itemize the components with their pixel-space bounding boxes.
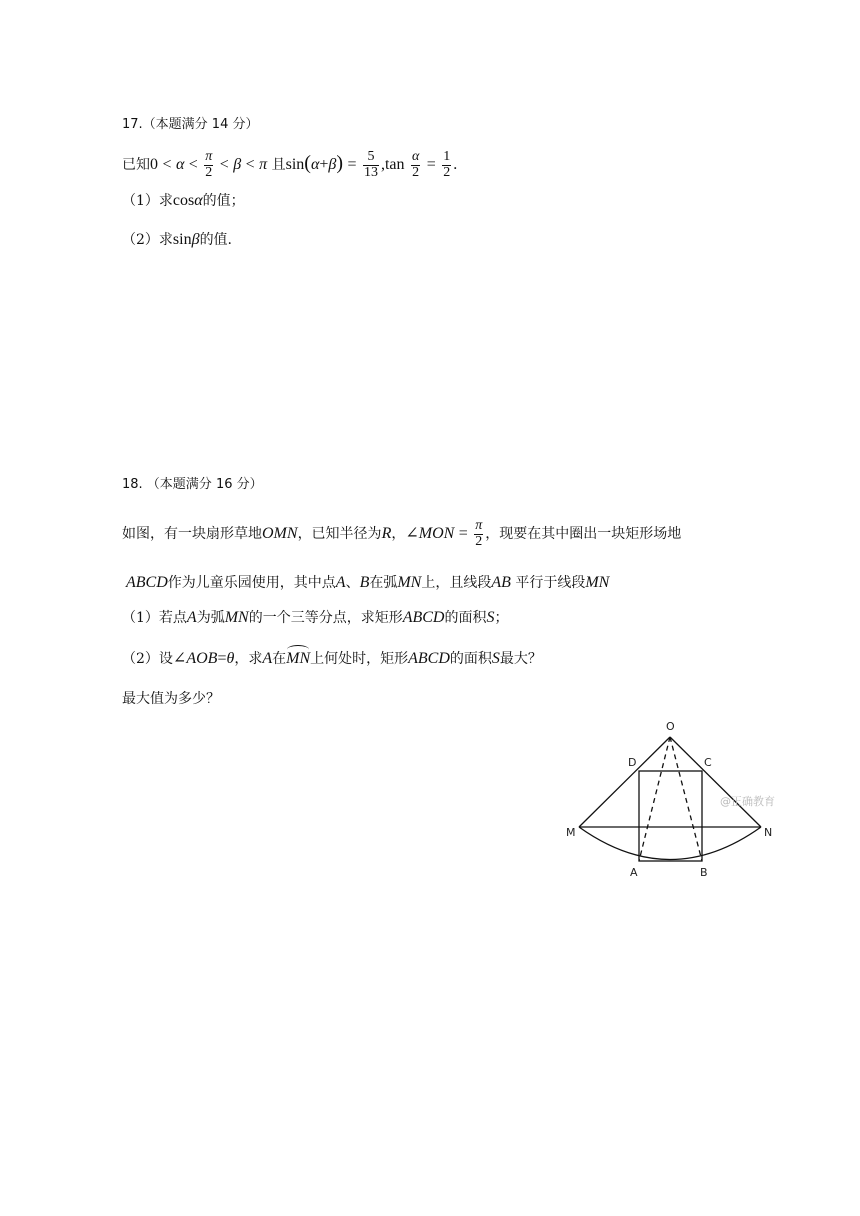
q17-title: 17.（本题满分 14 分） (122, 117, 259, 132)
q18-last-line: 最大值为多少？ (122, 691, 220, 707)
label-a: A (630, 866, 638, 879)
q17-prefix: 已知 (122, 157, 150, 173)
segment-om (579, 737, 670, 827)
q18-pi-over-2-fraction: $\frac{\pi}{2}$ (475, 517, 483, 549)
arc-mn-curve (579, 827, 761, 860)
alpha-over-2-fraction: $\frac{\alpha}{2}$ (411, 148, 420, 180)
arc-mn: MN (286, 650, 311, 667)
rectangle-abcd (639, 771, 702, 861)
q18-line2: ABCD作为儿童乐园使用，其中点A、B在弧MN上，且线段AB 平行于线段MN (126, 574, 610, 591)
q18-part2: （2）设∠AOB=θ，求A在MN上何处时，矩形ABCD的面积S最大？ (122, 650, 542, 667)
label-m: M (566, 826, 576, 839)
label-n: N (764, 826, 773, 839)
q17-part2: （2）求sinβ的值. (122, 231, 233, 248)
q17-given: 已知0 < α < $\frac{\pi}{2}$ < β < π 且sin(α+β) = $\frac{5}{13}$ ,tan $\frac{\alpha}{2}$ = $\frac{1}{2}$ . (122, 148, 458, 180)
label-d: D (628, 756, 637, 769)
q17-part1: （1）求cosα的值； (122, 192, 245, 209)
watermark: @正确教育 (720, 795, 775, 808)
pi-over-2-fraction: $\frac{\pi}{2}$ (205, 148, 213, 180)
q18-line1: 如图，有一块扇形草地OMN，已知半径为R，∠MON = $\frac{\pi}{2}$ ，现要在其中圈出一块矩形场地 (122, 517, 682, 549)
five-thirteenths-fraction: $\frac{5}{13}$ (363, 148, 378, 180)
q18-part1: （1）若点A为弧MN的一个三等分点，求矩形ABCD的面积S； (122, 609, 509, 626)
label-c: C (704, 756, 712, 769)
label-o: O (666, 720, 675, 733)
sector-figure (560, 715, 790, 885)
one-half-fraction: $\frac{1}{2}$ (443, 148, 451, 180)
segment-ob (670, 737, 702, 861)
q18-title: 18. （本题满分 16 分） (122, 477, 263, 492)
segment-on (670, 737, 761, 827)
segment-oa (639, 737, 670, 861)
label-b: B (700, 866, 708, 879)
